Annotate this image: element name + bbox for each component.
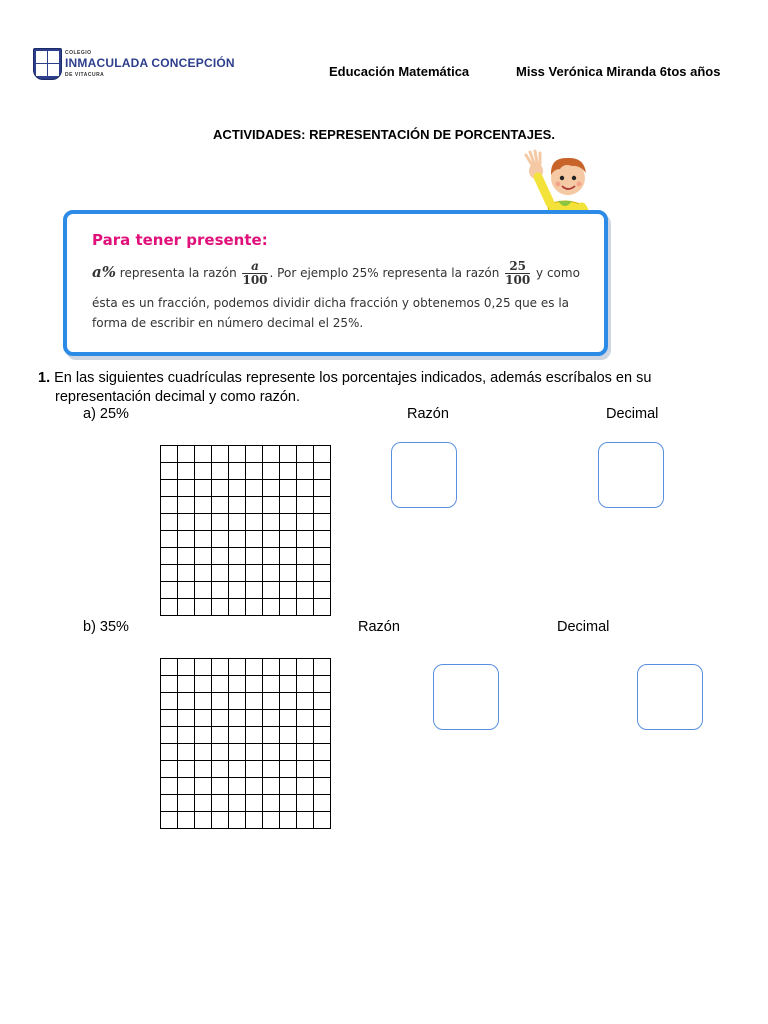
grid-cell[interactable]	[195, 727, 212, 744]
logo-name: INMACULADA CONCEPCIÓN	[65, 56, 235, 70]
grid-cell[interactable]	[263, 565, 280, 582]
grid-cell[interactable]	[178, 514, 195, 531]
grid-cell[interactable]	[195, 480, 212, 497]
grid-cell[interactable]	[314, 778, 331, 795]
grid-cell[interactable]	[178, 480, 195, 497]
grid-cell[interactable]	[161, 531, 178, 548]
grid-cell[interactable]	[229, 480, 246, 497]
grid-cell[interactable]	[178, 761, 195, 778]
grid-cell[interactable]	[195, 582, 212, 599]
grid-cell[interactable]	[212, 565, 229, 582]
grid-cell[interactable]	[246, 531, 263, 548]
info-heading: Para tener presente:	[92, 231, 268, 249]
grid-cell[interactable]	[263, 659, 280, 676]
hundred-grid-a[interactable]	[160, 445, 331, 616]
grid-cell[interactable]	[297, 514, 314, 531]
grid-cell[interactable]	[229, 710, 246, 727]
grid-cell[interactable]	[280, 497, 297, 514]
grid-cell[interactable]	[195, 497, 212, 514]
grid-cell[interactable]	[212, 693, 229, 710]
grid-cell[interactable]	[212, 599, 229, 616]
grid-cell[interactable]	[195, 676, 212, 693]
grid-cell[interactable]	[246, 599, 263, 616]
grid-cell[interactable]	[297, 480, 314, 497]
grid-cell[interactable]	[178, 659, 195, 676]
grid-cell[interactable]	[229, 565, 246, 582]
grid-cell[interactable]	[280, 778, 297, 795]
grid-cell[interactable]	[161, 795, 178, 812]
grid-cell[interactable]	[263, 463, 280, 480]
grid-cell[interactable]	[161, 761, 178, 778]
grid-cell[interactable]	[246, 548, 263, 565]
grid-cell[interactable]	[212, 778, 229, 795]
grid-cell[interactable]	[280, 565, 297, 582]
grid-cell[interactable]	[178, 531, 195, 548]
grid-cell[interactable]	[314, 727, 331, 744]
grid-cell[interactable]	[297, 446, 314, 463]
grid-cell[interactable]	[246, 693, 263, 710]
grid-cell[interactable]	[195, 463, 212, 480]
grid-cell[interactable]	[229, 497, 246, 514]
grid-cell[interactable]	[297, 497, 314, 514]
grid-cell[interactable]	[263, 795, 280, 812]
grid-cell[interactable]	[246, 446, 263, 463]
grid-cell[interactable]	[212, 710, 229, 727]
grid-cell[interactable]	[161, 463, 178, 480]
school-logo	[33, 48, 233, 82]
grid-cell[interactable]	[314, 676, 331, 693]
grid-cell[interactable]	[178, 710, 195, 727]
grid-cell[interactable]	[314, 582, 331, 599]
info-text-3: y como	[532, 266, 580, 280]
grid-cell[interactable]	[314, 812, 331, 829]
grid-cell[interactable]	[297, 727, 314, 744]
grid-cell[interactable]	[161, 446, 178, 463]
question-text-line-2: representación decimal y como razón.	[55, 389, 301, 405]
grid-cell[interactable]	[263, 480, 280, 497]
item-b-decimal-label: Decimal	[557, 619, 610, 635]
grid-cell[interactable]	[161, 497, 178, 514]
grid-cell[interactable]	[263, 582, 280, 599]
grid-cell[interactable]	[212, 727, 229, 744]
grid-cell[interactable]	[178, 599, 195, 616]
grid-cell[interactable]	[195, 548, 212, 565]
grid-cell[interactable]	[212, 659, 229, 676]
grid-cell[interactable]	[246, 778, 263, 795]
grid-cell[interactable]	[195, 565, 212, 582]
grid-cell[interactable]	[161, 548, 178, 565]
item-b-razon-answer-box[interactable]	[433, 664, 499, 730]
info-line-3: forma de escribir en número decimal el 25%.	[92, 316, 364, 330]
grid-cell[interactable]	[178, 812, 195, 829]
grid-cell[interactable]	[229, 531, 246, 548]
grid-cell[interactable]	[195, 778, 212, 795]
fraction-numerator: a	[242, 260, 267, 274]
grid-cell[interactable]	[178, 497, 195, 514]
question-text-line-1: En las siguientes cuadrículas represente los porcentajes indicados, además escríbalos en su	[54, 370, 652, 386]
info-line-2: ésta es un fracción, podemos dividir dicha fracción y obtenemos 0,25 que es la	[92, 296, 570, 310]
grid-cell[interactable]	[263, 497, 280, 514]
item-b-label: b) 35%	[83, 619, 129, 635]
grid-cell[interactable]	[314, 599, 331, 616]
grid-cell[interactable]	[195, 744, 212, 761]
crest-icon	[33, 48, 62, 80]
grid-cell[interactable]	[314, 744, 331, 761]
grid-cell[interactable]	[195, 693, 212, 710]
info-box	[63, 210, 608, 356]
item-b-decimal-answer-box[interactable]	[637, 664, 703, 730]
grid-cell[interactable]	[246, 710, 263, 727]
grid-cell[interactable]	[297, 710, 314, 727]
grid-cell[interactable]	[229, 514, 246, 531]
grid-cell[interactable]	[178, 548, 195, 565]
info-text-2: . Por ejemplo 25% representa la razón	[269, 266, 504, 280]
grid-cell[interactable]	[297, 795, 314, 812]
grid-cell[interactable]	[195, 659, 212, 676]
grid-cell[interactable]	[246, 659, 263, 676]
grid-cell[interactable]	[280, 480, 297, 497]
grid-cell[interactable]	[314, 548, 331, 565]
grid-cell[interactable]	[161, 582, 178, 599]
grid-cell[interactable]	[178, 727, 195, 744]
grid-cell[interactable]	[297, 744, 314, 761]
fraction-25-over-100	[505, 260, 530, 287]
grid-cell[interactable]	[314, 514, 331, 531]
grid-cell[interactable]	[246, 497, 263, 514]
grid-cell[interactable]	[246, 565, 263, 582]
grid-cell[interactable]	[212, 497, 229, 514]
grid-cell[interactable]	[161, 727, 178, 744]
grid-cell[interactable]	[246, 812, 263, 829]
grid-cell[interactable]	[280, 514, 297, 531]
grid-cell[interactable]	[195, 795, 212, 812]
grid-cell[interactable]	[314, 565, 331, 582]
grid-cell[interactable]	[212, 531, 229, 548]
grid-cell[interactable]	[178, 778, 195, 795]
grid-cell[interactable]	[212, 676, 229, 693]
grid-cell[interactable]	[161, 659, 178, 676]
grid-cell[interactable]	[263, 548, 280, 565]
grid-cell[interactable]	[263, 676, 280, 693]
question-number: 1.	[38, 370, 51, 386]
grid-cell[interactable]	[195, 812, 212, 829]
grid-cell[interactable]	[229, 582, 246, 599]
grid-cell[interactable]	[297, 659, 314, 676]
grid-cell[interactable]	[263, 710, 280, 727]
grid-cell[interactable]	[263, 812, 280, 829]
grid-cell[interactable]	[314, 463, 331, 480]
grid-cell[interactable]	[314, 659, 331, 676]
grid-cell[interactable]	[314, 693, 331, 710]
grid-cell[interactable]	[195, 710, 212, 727]
grid-cell[interactable]	[229, 676, 246, 693]
grid-cell[interactable]	[280, 659, 297, 676]
grid-cell[interactable]	[246, 463, 263, 480]
grid-cell[interactable]	[195, 599, 212, 616]
question-1	[38, 369, 734, 407]
grid-cell[interactable]	[263, 761, 280, 778]
grid-cell[interactable]	[297, 676, 314, 693]
grid-cell[interactable]	[297, 693, 314, 710]
grid-cell[interactable]	[229, 727, 246, 744]
grid-cell[interactable]	[178, 582, 195, 599]
grid-cell[interactable]	[297, 812, 314, 829]
grid-cell[interactable]	[229, 795, 246, 812]
grid-cell[interactable]	[212, 795, 229, 812]
grid-cell[interactable]	[314, 795, 331, 812]
grid-cell[interactable]	[229, 693, 246, 710]
grid-cell[interactable]	[297, 761, 314, 778]
grid-cell[interactable]	[246, 761, 263, 778]
grid-cell[interactable]	[212, 446, 229, 463]
grid-cell[interactable]	[212, 582, 229, 599]
grid-cell[interactable]	[178, 693, 195, 710]
fraction-denominator: 100	[505, 273, 531, 287]
grid-cell[interactable]	[297, 565, 314, 582]
item-a-razon-label: Razón	[407, 406, 449, 422]
page-title: ACTIVIDADES: REPRESENTACIÓN DE PORCENTAJES.	[213, 127, 555, 142]
fraction-a-over-100	[242, 260, 267, 287]
item-a-razon-answer-box[interactable]	[391, 442, 457, 508]
item-a-decimal-label: Decimal	[606, 406, 659, 422]
grid-cell[interactable]	[263, 727, 280, 744]
grid-cell[interactable]	[212, 548, 229, 565]
grid-cell[interactable]	[161, 676, 178, 693]
grid-cell[interactable]	[195, 531, 212, 548]
grid-cell[interactable]	[263, 778, 280, 795]
grid-cell[interactable]	[178, 795, 195, 812]
grid-cell[interactable]	[280, 676, 297, 693]
grid-cell[interactable]	[195, 446, 212, 463]
grid-cell[interactable]	[229, 812, 246, 829]
grid-cell[interactable]	[212, 514, 229, 531]
grid-cell[interactable]	[229, 778, 246, 795]
grid-cell[interactable]	[314, 480, 331, 497]
grid-cell[interactable]	[280, 812, 297, 829]
grid-cell[interactable]	[212, 761, 229, 778]
grid-cell[interactable]	[161, 744, 178, 761]
grid-cell[interactable]	[280, 795, 297, 812]
grid-cell[interactable]	[263, 531, 280, 548]
grid-cell[interactable]	[212, 463, 229, 480]
grid-cell[interactable]	[246, 676, 263, 693]
grid-cell[interactable]	[297, 599, 314, 616]
grid-cell[interactable]	[161, 599, 178, 616]
hundred-grid-b[interactable]	[160, 658, 331, 829]
grid-cell[interactable]	[229, 744, 246, 761]
item-a-decimal-answer-box[interactable]	[598, 442, 664, 508]
grid-cell[interactable]	[212, 812, 229, 829]
grid-cell[interactable]	[195, 761, 212, 778]
grid-cell[interactable]	[280, 463, 297, 480]
grid-cell[interactable]	[178, 565, 195, 582]
grid-cell[interactable]	[263, 514, 280, 531]
grid-cell[interactable]	[246, 480, 263, 497]
grid-cell[interactable]	[246, 514, 263, 531]
grid-cell[interactable]	[280, 599, 297, 616]
grid-cell[interactable]	[297, 582, 314, 599]
grid-cell[interactable]	[212, 744, 229, 761]
grid-cell[interactable]	[280, 446, 297, 463]
grid-cell[interactable]	[178, 744, 195, 761]
grid-cell[interactable]	[297, 778, 314, 795]
grid-cell[interactable]	[314, 710, 331, 727]
teacher-heading: Miss Verónica Miranda 6tos años	[516, 64, 721, 79]
grid-cell[interactable]	[246, 582, 263, 599]
percent-symbol: a%	[92, 263, 116, 281]
grid-cell[interactable]	[263, 744, 280, 761]
logo-small-bottom: DE VITACURA	[65, 72, 105, 78]
grid-cell[interactable]	[161, 565, 178, 582]
grid-cell[interactable]	[314, 761, 331, 778]
subject-heading: Educación Matemática	[329, 64, 470, 79]
grid-cell[interactable]	[314, 531, 331, 548]
grid-cell[interactable]	[314, 446, 331, 463]
grid-cell[interactable]	[280, 582, 297, 599]
grid-cell[interactable]	[178, 676, 195, 693]
grid-cell[interactable]	[161, 480, 178, 497]
grid-cell[interactable]	[178, 446, 195, 463]
grid-cell[interactable]	[280, 761, 297, 778]
grid-cell[interactable]	[280, 531, 297, 548]
grid-cell[interactable]	[229, 761, 246, 778]
grid-cell[interactable]	[212, 480, 229, 497]
grid-cell[interactable]	[161, 812, 178, 829]
grid-cell[interactable]	[229, 599, 246, 616]
grid-cell[interactable]	[263, 693, 280, 710]
grid-cell[interactable]	[161, 514, 178, 531]
grid-cell[interactable]	[246, 795, 263, 812]
grid-cell[interactable]	[263, 599, 280, 616]
grid-cell[interactable]	[314, 497, 331, 514]
grid-cell[interactable]	[246, 744, 263, 761]
grid-cell[interactable]	[280, 744, 297, 761]
grid-cell[interactable]	[263, 446, 280, 463]
item-a-label: a) 25%	[83, 406, 129, 422]
info-text-1: representa la razón	[115, 266, 241, 280]
logo-small-top: COLEGIO	[65, 50, 92, 56]
fraction-numerator: 25	[505, 260, 530, 274]
item-b-razon-label: Razón	[358, 619, 400, 635]
grid-cell[interactable]	[161, 693, 178, 710]
grid-cell[interactable]	[297, 548, 314, 565]
info-line-1	[92, 260, 580, 287]
grid-cell[interactable]	[161, 710, 178, 727]
grid-cell[interactable]	[297, 531, 314, 548]
grid-cell[interactable]	[195, 514, 212, 531]
grid-cell[interactable]	[229, 548, 246, 565]
grid-cell[interactable]	[280, 693, 297, 710]
grid-cell[interactable]	[229, 659, 246, 676]
grid-cell[interactable]	[280, 727, 297, 744]
grid-cell[interactable]	[297, 463, 314, 480]
grid-cell[interactable]	[246, 727, 263, 744]
grid-cell[interactable]	[161, 778, 178, 795]
grid-cell[interactable]	[229, 446, 246, 463]
grid-cell[interactable]	[280, 710, 297, 727]
grid-cell[interactable]	[280, 548, 297, 565]
grid-cell[interactable]	[178, 463, 195, 480]
grid-cell[interactable]	[229, 463, 246, 480]
fraction-denominator: 100	[242, 273, 268, 287]
